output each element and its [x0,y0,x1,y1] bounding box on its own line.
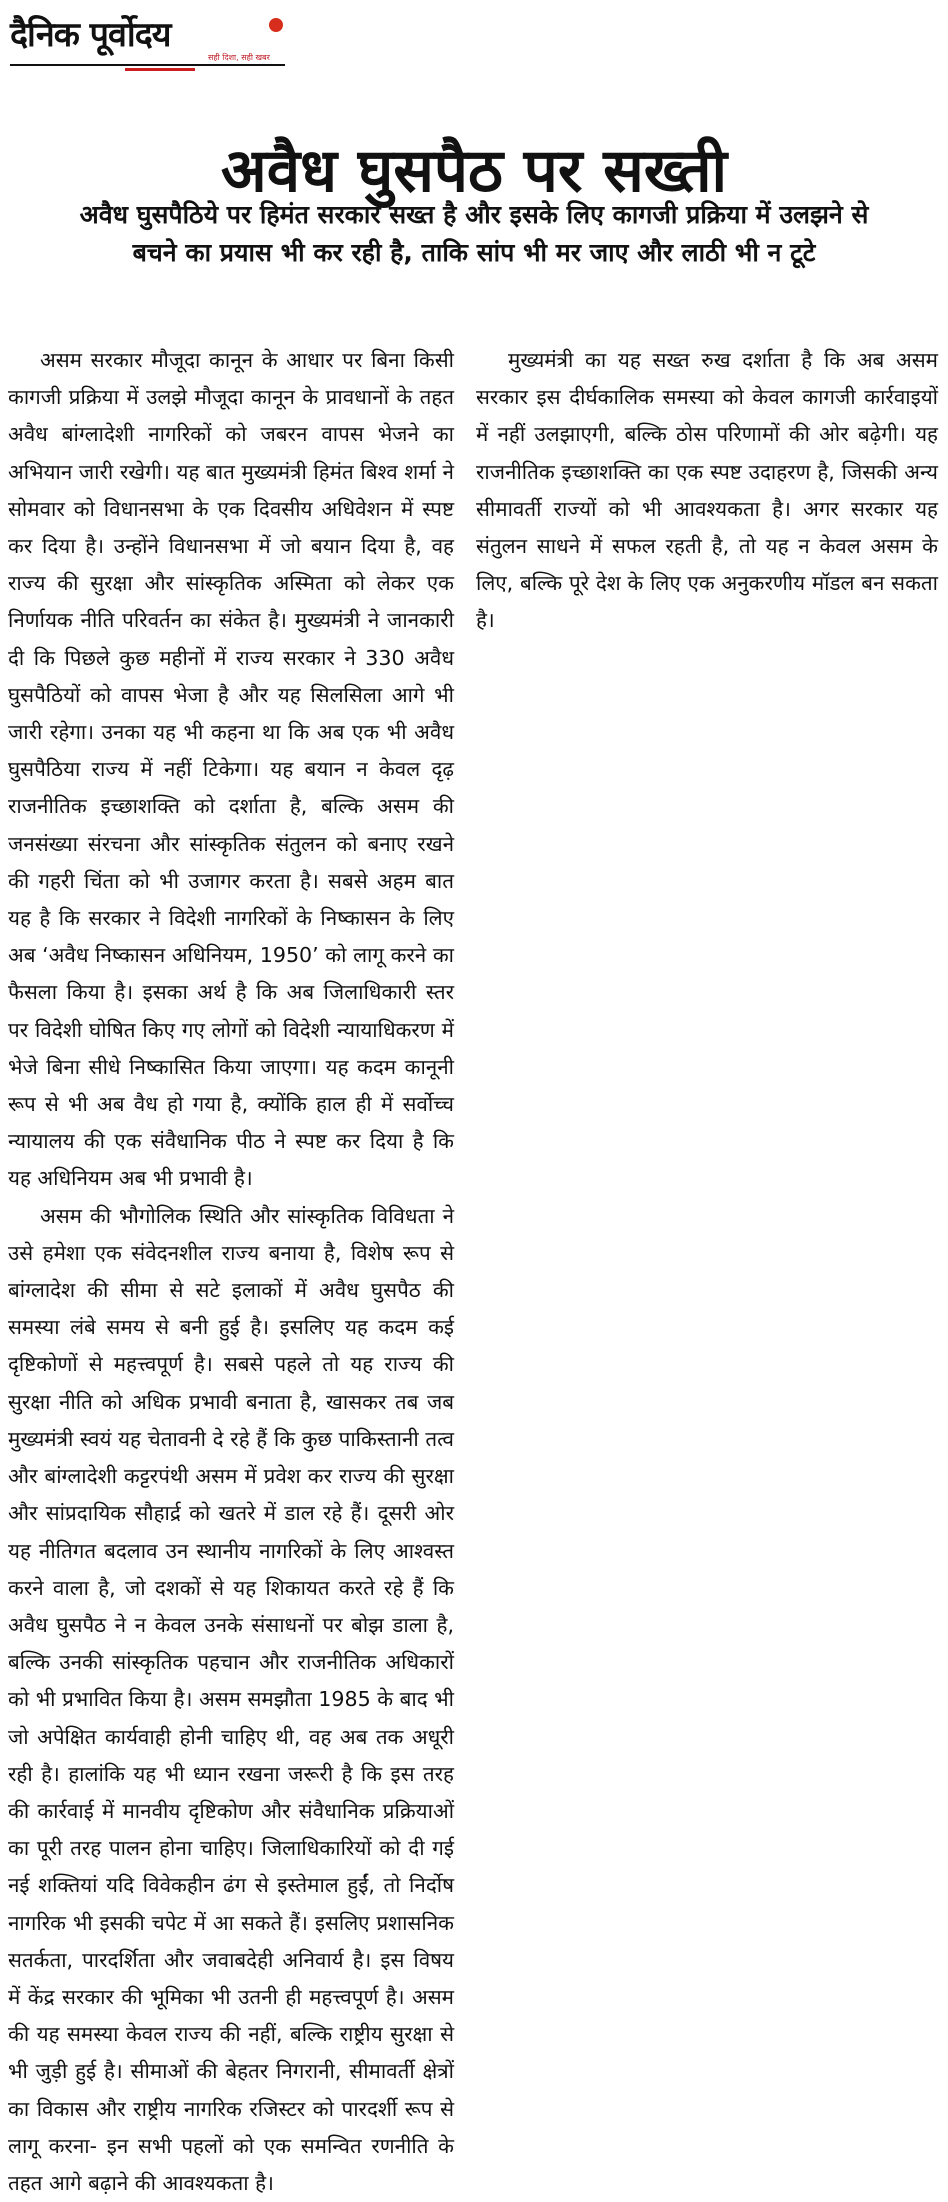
masthead-rule [10,64,285,66]
article-headline: अवैध घुसपैठ पर सख्ती [220,136,728,207]
article-paragraph-1: असम सरकार मौजूदा कानून के आधार पर बिना किसी कागजी प्रक्रिया में उलझे मौजूदा कानून के प्रावधानों के तहत अवैध बांग्लादेशी नागरिकों को जबरन वापस भेजने का अभियान जारी रखेगी। यह बात मुख्यमंत्री हिमंत बिश्व शर्मा ने सोमवार को विधानसभा के एक दिवसीय अधिवेशन में स्पष्ट कर दिया है। उन्होंने विधानसभा में जो बयान दिया है, वह राज्य की सुरक्षा और सांस्कृतिक अस्मिता को लेकर एक निर्णायक नीति परिवर्तन का संकेत है। मुख्यमंत्री ने जानकारी दी कि पिछले कुछ महीनों में राज्य सरकार ने 330 अवैध घुसपैठियों को वापस भेजा है और यह सिलसिला आगे भी जारी रहेगा। उनका यह भी कहना था कि अब एक भी अवैध घुसपैठिया राज्य में नहीं टिकेगा। यह बयान न केवल दृढ़ राजनीतिक इच्छाशक्ति को दर्शाता है, बल्कि असम की जनसंख्या संरचना और सांस्कृतिक संतुलन को बनाए रखने की गहरी चिंता को भी उजागर करता है। सबसे अहम बात यह है कि सरकार ने विदेशी नागरिकों के निष्कासन के लिए अब ‘अवैध निष्कासन अधिनियम, 1950’ को लागू करने का फैसला किया है। इसका अर्थ है कि अब जिलाधिकारी स्तर पर विदेशी घोषित किए गए लोगों को विदेशी न्यायाधिकरण में भेजे बिना सीधे निष्कासित किया जाएगा। यह कदम कानूनी रूप से भी अब वैध हो गया है, क्योंकि हाल ही में सर्वोच्च न्यायालय की एक संवैधानिक पीठ ने स्पष्ट कर दिया है कि यह अधिनियम अब भी प्रभावी है। [8,348,454,1191]
article-paragraph-3: मुख्यमंत्री का यह सख्त रुख दर्शाता है कि अब असम सरकार इस दीर्घकालिक समस्या को केवल कागजी कार्रवाइयों में नहीं उलझाएगी, बल्कि ठोस परिणामों की ओर बढ़ेगी। यह राजनीतिक इच्छाशक्ति का एक स्पष्ट उदाहरण है, जिसकी अन्य सीमावर्ती राज्यों को भी आवश्यकता है। अगर सरकार यह संतुलन साधने में सफल रहती है, तो यह न केवल असम के लिए, बल्कि पूरे देश के लिए एक अनुकरणीय मॉडल बन सकता है। [476,348,938,633]
masthead [10,8,285,70]
article-deck: अवैध घुसपैठिये पर हिमंत सरकार सख्त है और इसके लिए कागजी प्रक्रिया में उलझने से बचने का प्रयास भी कर रही है, ताकि सांप भी मर जाए और लाठी भी न टूटे [79,200,869,267]
article-column-left [8,342,454,2195]
newspaper-logo: दैनिक पूर्वोदय [10,15,171,55]
article-column-right [476,342,938,1778]
masthead-accent-rule [125,68,195,71]
article-paragraph-2: असम की भौगोलिक स्थिति और सांस्कृतिक विविधता ने उसे हमेशा एक संवेदनशील राज्य बनाया है, विशेष रूप से बांग्लादेश की सीमा से सटे इलाकों में अवैध घुसपैठ की समस्या लंबे समय से बनी हुई है। इसलिए यह कदम कई दृष्टिकोणों से महत्त्वपूर्ण है। सबसे पहले तो यह राज्य की सुरक्षा नीति को अधिक प्रभावी बनाता है, खासकर तब जब मुख्यमंत्री स्वयं यह चेतावनी दे रहे हैं कि कुछ पाकिस्तानी तत्व और बांग्लादेशी कट्टरपंथी असम में प्रवेश कर राज्य की सुरक्षा और सांप्रदायिक सौहार्द्र को खतरे में डाल रहे हैं। दूसरी ओर यह नीतिगत बदलाव उन स्थानीय नागरिकों के लिए आश्वस्त करने वाला है, जो दशकों से यह शिकायत करते रहे हैं कि अवैध घुसपैठ ने न केवल उनके संसाधनों पर बोझ डाला है, बल्कि उनकी सांस्कृतिक पहचान और राजनीतिक अधिकारों को भी प्रभावित किया है। असम समझौता 1985 के बाद भी जो अपेक्षित कार्यवाही होनी चाहिए थी, वह अब तक अधूरी रही है। हालांकि यह भी ध्यान रखना जरूरी है कि इस तरह की कार्रवाई में मानवीय दृष्टिकोण और संवैधानिक प्रक्रियाओं का पूरी तरह पालन होना चाहिए। जिलाधिकारियों को दी गई नई शक्तियां यदि विवेकहीन ढंग से इस्तेमाल हुईं, तो निर्दोष नागरिक भी इसकी चपेट में आ सकते हैं। इसलिए प्रशासनिक सतर्कता, पारदर्शिता और जवाबदेही अनिवार्य है। इस विषय में केंद्र सरकार की भूमिका भी उतनी ही महत्त्वपूर्ण है। असम की यह समस्या केवल राज्य की नहीं, बल्कि राष्ट्रीय सुरक्षा से भी जुड़ी हुई है। सीमाओं की बेहतर निगरानी, सीमावर्ती क्षेत्रों का विकास और राष्ट्रीय नागरिक रजिस्टर को पारदर्शी रूप से लागू करना- इन सभी पहलों को एक समन्वित रणनीति के तहत आगे बढ़ाने की आवश्यकता है। [8,1203,454,2195]
sun-logo-icon [269,18,283,32]
newspaper-tagline: सही दिशा, सही खबर [208,53,270,62]
